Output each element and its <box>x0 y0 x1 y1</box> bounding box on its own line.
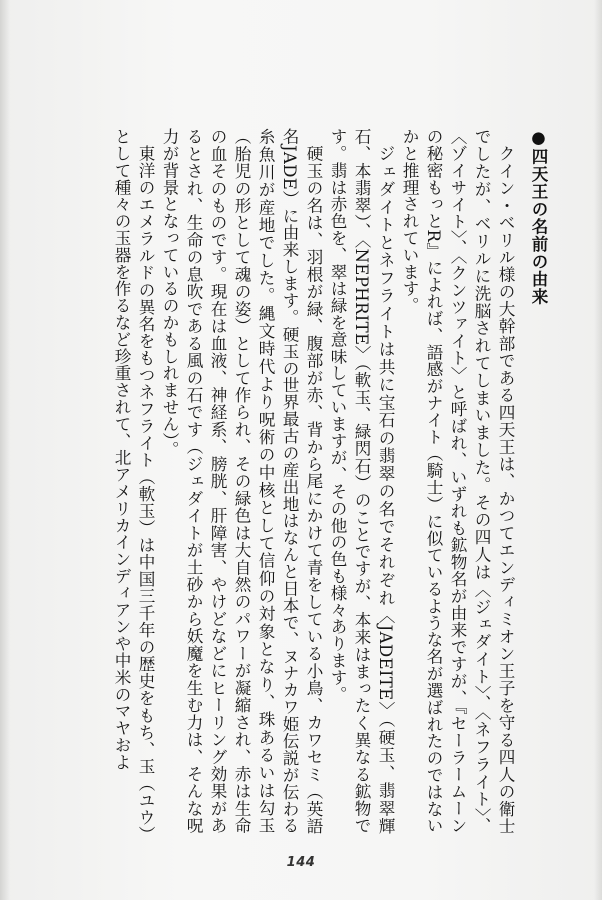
page-edge-shadow <box>594 0 602 900</box>
paragraph: ジェダイトとネフライトは共に宝石の翡翠の名でそれぞれ〈JADEITE〉（硬玉、翡翠輝石、本翡翠）、〈NEPHRITE〉（軟玉、緑閃石）のことですが、本来はまったく異なる鉱物です。翡は赤色を、翠は緑を意味していますが、その他の色も様々あります。 <box>328 128 395 834</box>
paragraph: 硬玉の名は、羽根が緑、腹部が赤、背から尾にかけて青をしている小鳥、カワセミ（英語名JADE）に由来します。硬玉の世界最古の産出地はなんと日本で、ヌナカワ姫伝説が伝わる糸魚川が産地でした。縄文時代より呪術の中核として信仰の対象となり、珠あるいは勾玉（胎児の形として魂の姿）として作られ、その緑色は大自然のパワーが凝縮され、赤は生命の血そのものです。現在は血液、神経系、膀胱、肝障害、やけどなどにヒーリング効果があるとされ、生命の息吹である風の石です（ジェダイトが土砂から妖魔を生む力は、そんな呪力が背景となっているのかもしれません）。 <box>160 128 323 834</box>
section-heading: ●四天王の名前の由来 <box>529 128 548 306</box>
body-text <box>109 128 517 834</box>
page-gutter-shadow <box>0 0 10 900</box>
paragraph: クイン・ベリル様の大幹部である四天王は、かつてエンディミオン王子を守る四人の衛士でしたが、ベリルに洗脳されてしまいました。その四人は〈ジェダイト〉、〈ネフライト〉、〈ゾイサイト〉、〈クンツァイト〉と呼ばれ、いずれも鉱物名が由来ですが、『セーラームーンの秘密もっとR』によれば、語感がナイト（騎士）に似ているような名が選ばれたのではないかと推理されています。 <box>400 128 515 834</box>
paragraph: 東洋のエメラルドの異名をもつネフライト（軟玉）は中国三千年の歴史をもち、玉（ユウ）として種々の玉器を作るなど珍重されて、北アメリカインディアンや中米のマヤおよ <box>112 128 155 834</box>
vertical-text-block <box>109 128 550 834</box>
page-number: 144 <box>286 855 316 870</box>
